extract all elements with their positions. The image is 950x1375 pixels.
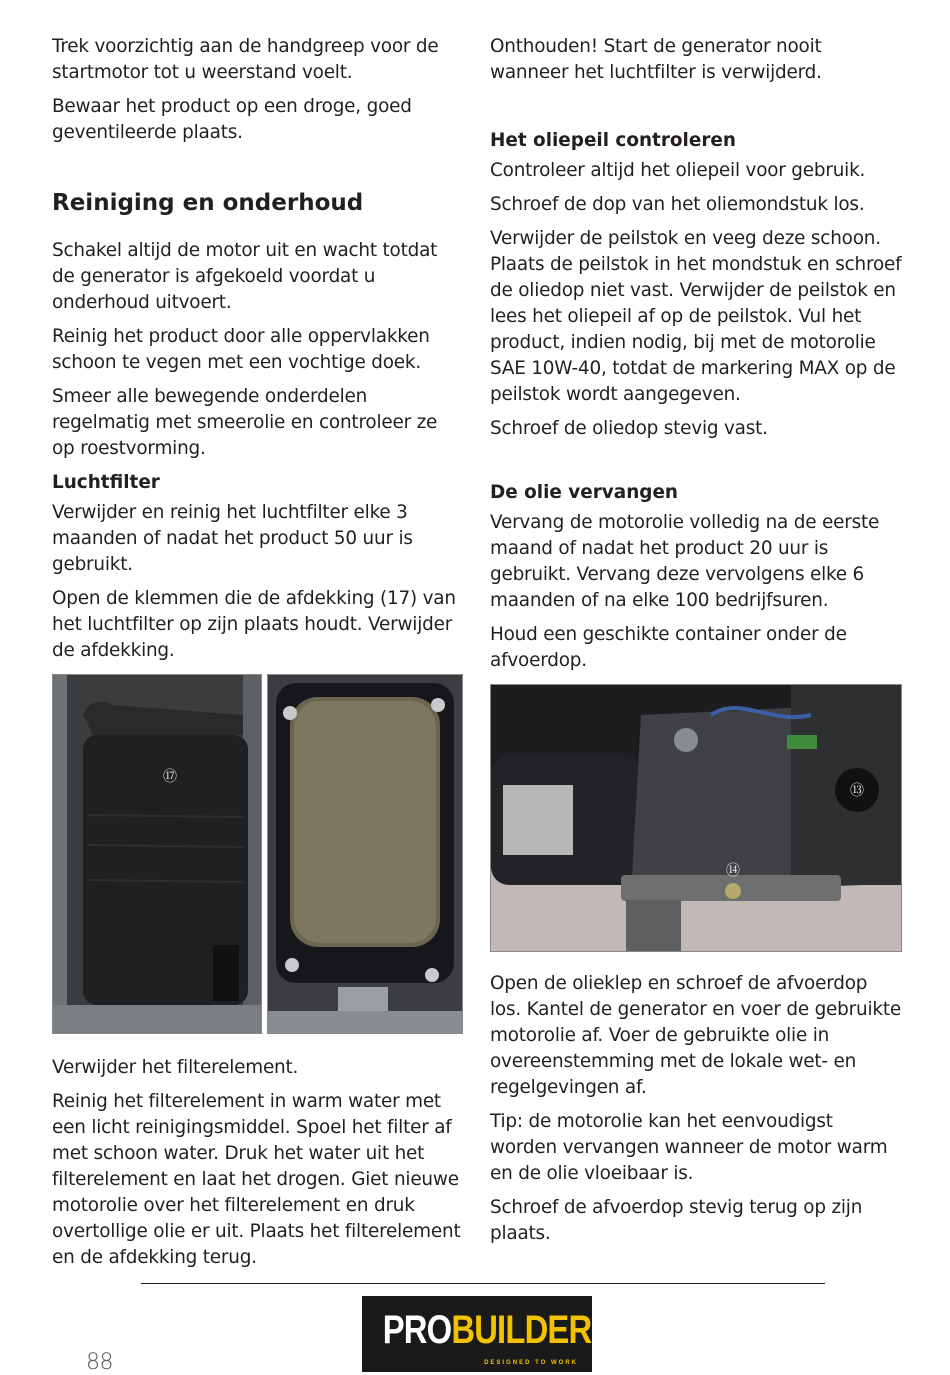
paragraph-engine-off: Schakel altijd de motor uit en wacht totdat de generator is afgekoeld voordat u onderhoud uitvoert. — [52, 240, 438, 313]
paragraph-refit-drain-plug: Schroef de afvoerdop stevig terug op zijn plaats. — [490, 1197, 863, 1244]
paragraph-tighten-cap: Schroef de oliedop stevig vast. — [490, 418, 768, 439]
right-column — [490, 34, 902, 682]
callout-14: ⑭ — [726, 863, 740, 879]
footer-divider — [141, 1283, 825, 1284]
subheading-check-oil: Het oliepeil controleren — [490, 130, 736, 151]
paragraph-unscrew-cap: Schroef de dop van het oliemondstuk los. — [490, 194, 865, 215]
logo-builder-text: BUILDER — [451, 1308, 592, 1352]
paragraph-tip: Tip: de motorolie kan het eenvoudigst worden vervangen wanneer de motor warm en de olie vloeibaar is. — [490, 1111, 888, 1184]
photo-oil-drain — [490, 684, 902, 952]
section-heading-cleaning: Reiniging en onderhoud — [52, 190, 364, 216]
paragraph-storage: Bewaar het product op een droge, goed geventileerde plaats. — [52, 96, 412, 143]
paragraph-warning-air-filter: Onthouden! Start de generator nooit wanneer het luchtfilter is verwijderd. — [490, 36, 822, 83]
callout-13: ⑬ — [850, 783, 864, 799]
page-number: 88 — [86, 1350, 113, 1375]
logo-pro-text: PRO — [382, 1308, 452, 1352]
left-column-lower — [52, 1055, 464, 1279]
subheading-change-oil: De olie vervangen — [490, 482, 679, 503]
right-column-lower — [490, 971, 902, 1255]
paragraph-clean-element: Reinig het filterelement in warm water met een licht reinigingsmiddel. Spoel het filter af met schoon water. Druk het water uit het filterelement en laat het drogen. Giet nieuwe motorolie over het filterelement en druk overtollige olie er uit. Plaats het filterelement en de afdekking terug. — [52, 1091, 461, 1268]
paragraph-dipstick: Verwijder de peilstok en veeg deze schoon. Plaats de peilstok in het mondstuk en schroef de oliedop niet vast. Verwijder de peilstok en lees het oliepeil af op de peilstok. Vul het product, indien nodig, bij met de motorolie SAE 10W-40, totdat de markering MAX op de peilstok wordt aangegeven. — [490, 228, 902, 405]
paragraph-open-clamps: Open de klemmen die de afdekking (17) van het luchtfilter op zijn plaats houdt. Verwijder de afdekking. — [52, 588, 456, 661]
paragraph-change-interval: Vervang de motorolie volledig na de eerste maand of nadat het product 20 uur is gebruikt. Vervang deze vervolgens elke 6 maanden of na elke 100 bedrijfsuren. — [490, 512, 880, 611]
logo-tagline: DESIGNED TO WORK — [484, 1360, 578, 1366]
paragraph-remove-element: Verwijder het filterelement. — [52, 1057, 299, 1078]
paragraph-lubricate: Smeer alle bewegende onderdelen regelmatig met smeerolie en controleer ze op roestvorming. — [52, 386, 438, 459]
probuilder-logo — [362, 1296, 592, 1372]
paragraph-starter-handle: Trek voorzichtig aan de handgreep voor de startmotor tot u weerstand voelt. — [52, 36, 439, 83]
photo-air-filter-cover — [52, 674, 262, 1034]
paragraph-drain-oil: Open de olieklep en schroef de afvoerdop los. Kantel de generator en voer de gebruikte motorolie af. Voer de gebruikte olie in overeenstemming met de lokale wet- en regelgevingen af. — [490, 973, 901, 1098]
paragraph-air-filter-interval: Verwijder en reinig het luchtfilter elke 3 maanden of nadat het product 50 uur is gebruikt. — [52, 502, 413, 575]
paragraph-container: Houd een geschikte container onder de afvoerdop. — [490, 624, 847, 671]
paragraph-wipe-clean: Reinig het product door alle oppervlakken schoon te vegen met een vochtige doek. — [52, 326, 430, 373]
paragraph-check-oil-level: Controleer altijd het oliepeil voor gebruik. — [490, 160, 866, 181]
subheading-air-filter: Luchtfilter — [52, 472, 160, 493]
photo-air-filter-element — [267, 674, 463, 1034]
left-column — [52, 34, 464, 672]
callout-17: ⑰ — [163, 769, 177, 785]
